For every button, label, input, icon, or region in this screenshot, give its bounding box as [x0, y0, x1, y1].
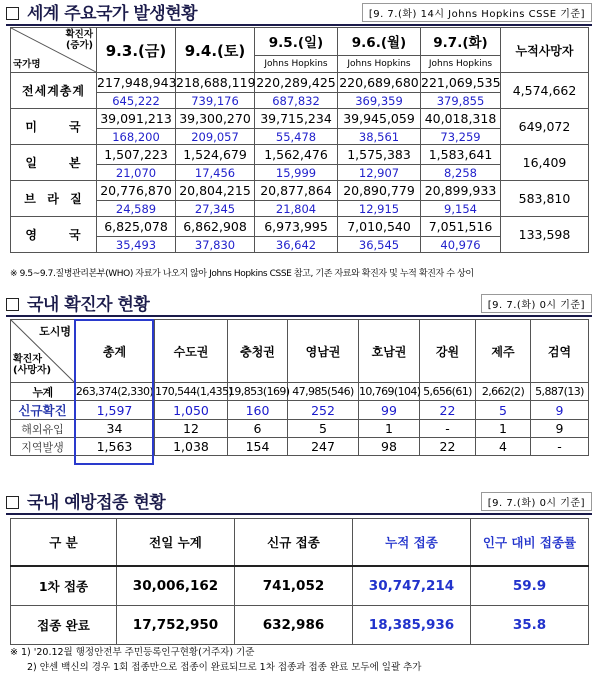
country-row — [11, 217, 589, 237]
corner-label-region: 도시명 — [39, 325, 71, 338]
daily-increase: 17,456 — [176, 165, 255, 181]
domestic-table-corner — [11, 320, 75, 383]
cumulative-cases: 39,091,213 — [97, 109, 176, 129]
source-label: Johns Hopkins — [255, 55, 338, 72]
daily-increase: 8,258 — [421, 165, 501, 181]
square-bullet-icon — [6, 7, 19, 20]
date-header-1: 9.4.(토) — [176, 28, 255, 73]
cumulative-cases: 1,575,383 — [338, 145, 421, 165]
corner-label-country: 국가명 — [13, 59, 41, 70]
daily-increase: 24,589 — [97, 201, 176, 217]
cumulative-cases: 20,776,870 — [97, 181, 176, 201]
domestic-cell: 1,050 — [155, 401, 228, 420]
cumulative-deaths: 133,598 — [501, 217, 589, 253]
domestic-cell: 98 — [359, 438, 420, 456]
cumulative-cases: 1,507,223 — [97, 145, 176, 165]
daily-increase: 168,200 — [97, 129, 176, 145]
cumulative-cases: 6,973,995 — [255, 217, 338, 237]
cumulative-cases: 1,524,679 — [176, 145, 255, 165]
domestic-row-label: 신규확진 — [11, 401, 75, 420]
vaccination-section-title: 국내 예방접종 현황 — [6, 488, 165, 513]
vaccination-cell: 18,385,936 — [353, 606, 471, 645]
vac-header-prev-total: 전일 누계 — [117, 519, 235, 567]
vaccination-cell: 17,752,950 — [117, 606, 235, 645]
domestic-cell: 154 — [228, 438, 288, 456]
domestic-cell: 247 — [288, 438, 359, 456]
domestic-cell: 9 — [531, 420, 589, 438]
global-table-corner — [11, 28, 97, 73]
domestic-cell: 9 — [531, 401, 589, 420]
domestic-cell: 160 — [228, 401, 288, 420]
vaccination-row-label: 1차 접종 — [11, 566, 117, 606]
cumulative-cases: 218,688,119 — [176, 73, 255, 93]
country-name: 미 국 — [11, 109, 97, 145]
domestic-cell: 12 — [155, 420, 228, 438]
vaccination-row-label: 접종 완료 — [11, 606, 117, 645]
vaccination-cell: 741,052 — [235, 566, 353, 606]
col-header-capital: 수도권 — [155, 320, 228, 383]
domestic-row — [11, 383, 589, 401]
global-section-title: 세계 주요국가 발생현황 — [6, 0, 197, 24]
vaccination-cell: 30,747,214 — [353, 566, 471, 606]
domestic-cell: - — [420, 420, 476, 438]
square-bullet-icon — [6, 298, 19, 311]
global-cases-table — [10, 27, 589, 253]
date-header-3: 9.6.(월) — [338, 28, 421, 56]
cumulative-cases: 7,010,540 — [338, 217, 421, 237]
cumulative-cases: 39,945,059 — [338, 109, 421, 129]
daily-increase: 27,345 — [176, 201, 255, 217]
daily-increase: 35,493 — [97, 237, 176, 253]
global-table-body — [11, 73, 589, 253]
square-bullet-icon — [6, 496, 19, 509]
cumulative-deaths: 16,409 — [501, 145, 589, 181]
daily-increase: 209,057 — [176, 129, 255, 145]
vaccination-cell: 632,986 — [235, 606, 353, 645]
daily-increase: 739,176 — [176, 93, 255, 109]
global-footnote: ※ 9.5~9.7.질병관리본부(WHO) 자료가 나오지 않아 Johns Hopkins CSSE 참고, 기존 자료와 확진자 및 누적 확진자 수 상이 — [10, 269, 474, 279]
col-header-quarantine: 검역 — [531, 320, 589, 383]
country-name: 전세계총계 — [11, 73, 97, 109]
daily-increase: 12,907 — [338, 165, 421, 181]
domestic-cell: 1 — [476, 420, 531, 438]
cumulative-cases: 40,018,318 — [421, 109, 501, 129]
daily-increase: 37,830 — [176, 237, 255, 253]
domestic-row-label: 해외유입 — [11, 420, 75, 438]
cumulative-cases: 7,051,516 — [421, 217, 501, 237]
domestic-cell: 170,544(1,435) — [155, 383, 228, 401]
domestic-row-label: 지역발생 — [11, 438, 75, 456]
deaths-header: 누적사망자 — [501, 28, 589, 73]
domestic-cell: 22 — [420, 438, 476, 456]
domestic-cell: 22 — [420, 401, 476, 420]
cumulative-cases: 20,899,933 — [421, 181, 501, 201]
domestic-section-header — [6, 293, 592, 317]
daily-increase: 15,999 — [255, 165, 338, 181]
vaccination-footnote-1: ※ 1) '20.12월 행정안전부 주민등록인구현황(거주자) 기준 — [10, 647, 255, 658]
domestic-row — [11, 420, 589, 438]
corner-label-confirmed: 확진자 (증가) — [65, 29, 93, 51]
domestic-cell: 5 — [288, 420, 359, 438]
vac-header-rate: 인구 대비 접종률 — [471, 519, 589, 567]
section-rule — [6, 315, 592, 317]
cumulative-cases: 1,562,476 — [255, 145, 338, 165]
daily-increase: 73,259 — [421, 129, 501, 145]
country-name: 영 국 — [11, 217, 97, 253]
col-header-gangwon: 강원 — [420, 320, 476, 383]
cumulative-cases: 217,948,943 — [97, 73, 176, 93]
vaccination-table-body — [11, 566, 589, 645]
daily-increase: 55,478 — [255, 129, 338, 145]
daily-increase: 12,915 — [338, 201, 421, 217]
vaccination-footnotes — [10, 645, 422, 675]
domestic-cell: 99 — [359, 401, 420, 420]
domestic-row-label: 누계 — [11, 383, 75, 401]
daily-increase: 379,855 — [421, 93, 501, 109]
cumulative-cases: 1,583,641 — [421, 145, 501, 165]
cumulative-cases: 20,890,779 — [338, 181, 421, 201]
cumulative-deaths: 583,810 — [501, 181, 589, 217]
domestic-as-of: [9. 7.(화) 0시 기준] — [481, 294, 592, 313]
cumulative-cases: 39,300,270 — [176, 109, 255, 129]
col-header-yeongnam: 영남권 — [288, 320, 359, 383]
col-header-jeju: 제주 — [476, 320, 531, 383]
corner-label-confirmed: 확진자 (사망자) — [13, 354, 52, 376]
vac-header-category: 구 분 — [11, 519, 117, 567]
vaccination-section-header — [6, 491, 592, 515]
vac-header-cumulative: 누적 접종 — [353, 519, 471, 567]
cumulative-cases: 221,069,535 — [421, 73, 501, 93]
cumulative-deaths: 4,574,662 — [501, 73, 589, 109]
daily-increase: 369,359 — [338, 93, 421, 109]
domestic-cases-table — [10, 319, 589, 456]
country-name: 브 라 질 — [11, 181, 97, 217]
country-name: 일 본 — [11, 145, 97, 181]
date-header-0: 9.3.(금) — [97, 28, 176, 73]
domestic-cell: 6 — [228, 420, 288, 438]
cumulative-cases: 20,877,864 — [255, 181, 338, 201]
domestic-cell: - — [531, 438, 589, 456]
domestic-row — [11, 401, 589, 420]
date-header-2: 9.5.(일) — [255, 28, 338, 56]
vaccination-as-of: [9. 7.(화) 0시 기준] — [481, 492, 592, 511]
daily-increase: 645,222 — [97, 93, 176, 109]
col-header-honam: 호남권 — [359, 320, 420, 383]
daily-increase: 38,561 — [338, 129, 421, 145]
domestic-cell: 47,985(546) — [288, 383, 359, 401]
domestic-cell: 5,887(13) — [531, 383, 589, 401]
daily-increase: 36,545 — [338, 237, 421, 253]
date-header-4: 9.7.(화) — [421, 28, 501, 56]
domestic-cell: 1 — [359, 420, 420, 438]
country-row — [11, 73, 589, 93]
daily-increase: 40,976 — [421, 237, 501, 253]
country-row — [11, 109, 589, 129]
vaccination-row — [11, 566, 589, 606]
domestic-cell: 5,656(61) — [420, 383, 476, 401]
section-rule — [6, 24, 592, 26]
vaccination-cell: 35.8 — [471, 606, 589, 645]
cumulative-cases: 39,715,234 — [255, 109, 338, 129]
daily-increase: 9,154 — [421, 201, 501, 217]
vaccination-cell: 59.9 — [471, 566, 589, 606]
domestic-cell: 1,597 — [75, 401, 155, 420]
cumulative-cases: 220,689,680 — [338, 73, 421, 93]
vaccination-table — [10, 518, 589, 645]
domestic-row — [11, 438, 589, 456]
daily-increase: 21,070 — [97, 165, 176, 181]
domestic-cell: 1,038 — [155, 438, 228, 456]
vaccination-cell: 30,006,162 — [117, 566, 235, 606]
cumulative-cases: 220,289,425 — [255, 73, 338, 93]
cumulative-cases: 6,862,908 — [176, 217, 255, 237]
daily-increase: 687,832 — [255, 93, 338, 109]
domestic-cell: 2,662(2) — [476, 383, 531, 401]
daily-increase: 36,642 — [255, 237, 338, 253]
domestic-cell: 10,769(104) — [359, 383, 420, 401]
col-header-chungcheong: 충청권 — [228, 320, 288, 383]
daily-increase: 21,804 — [255, 201, 338, 217]
domestic-cell: 263,374(2,330) — [75, 383, 155, 401]
section-rule — [6, 513, 592, 515]
vaccination-row — [11, 606, 589, 645]
global-section-header — [6, 2, 592, 26]
source-label: Johns Hopkins — [338, 55, 421, 72]
domestic-cell: 1,563 — [75, 438, 155, 456]
vaccination-footnote-2: 2) 얀센 백신의 경우 1회 접종만으로 접종이 완료되므로 1차 접종과 접종 완료 모두에 일괄 추가 — [27, 662, 422, 673]
vac-header-new: 신규 접종 — [235, 519, 353, 567]
global-as-of: [9. 7.(화) 14시 Johns Hopkins CSSE 기준] — [362, 3, 592, 22]
cumulative-deaths: 649,072 — [501, 109, 589, 145]
cumulative-cases: 6,825,078 — [97, 217, 176, 237]
col-header-total: 총계 — [75, 320, 155, 383]
domestic-cell: 34 — [75, 420, 155, 438]
domestic-table-body — [11, 383, 589, 456]
domestic-cell: 4 — [476, 438, 531, 456]
domestic-cell: 5 — [476, 401, 531, 420]
domestic-cell: 19,853(169) — [228, 383, 288, 401]
cumulative-cases: 20,804,215 — [176, 181, 255, 201]
country-row — [11, 181, 589, 201]
country-row — [11, 145, 589, 165]
domestic-section-title: 국내 확진자 현황 — [6, 290, 149, 315]
domestic-cell: 252 — [288, 401, 359, 420]
source-label: Johns Hopkins — [421, 55, 501, 72]
